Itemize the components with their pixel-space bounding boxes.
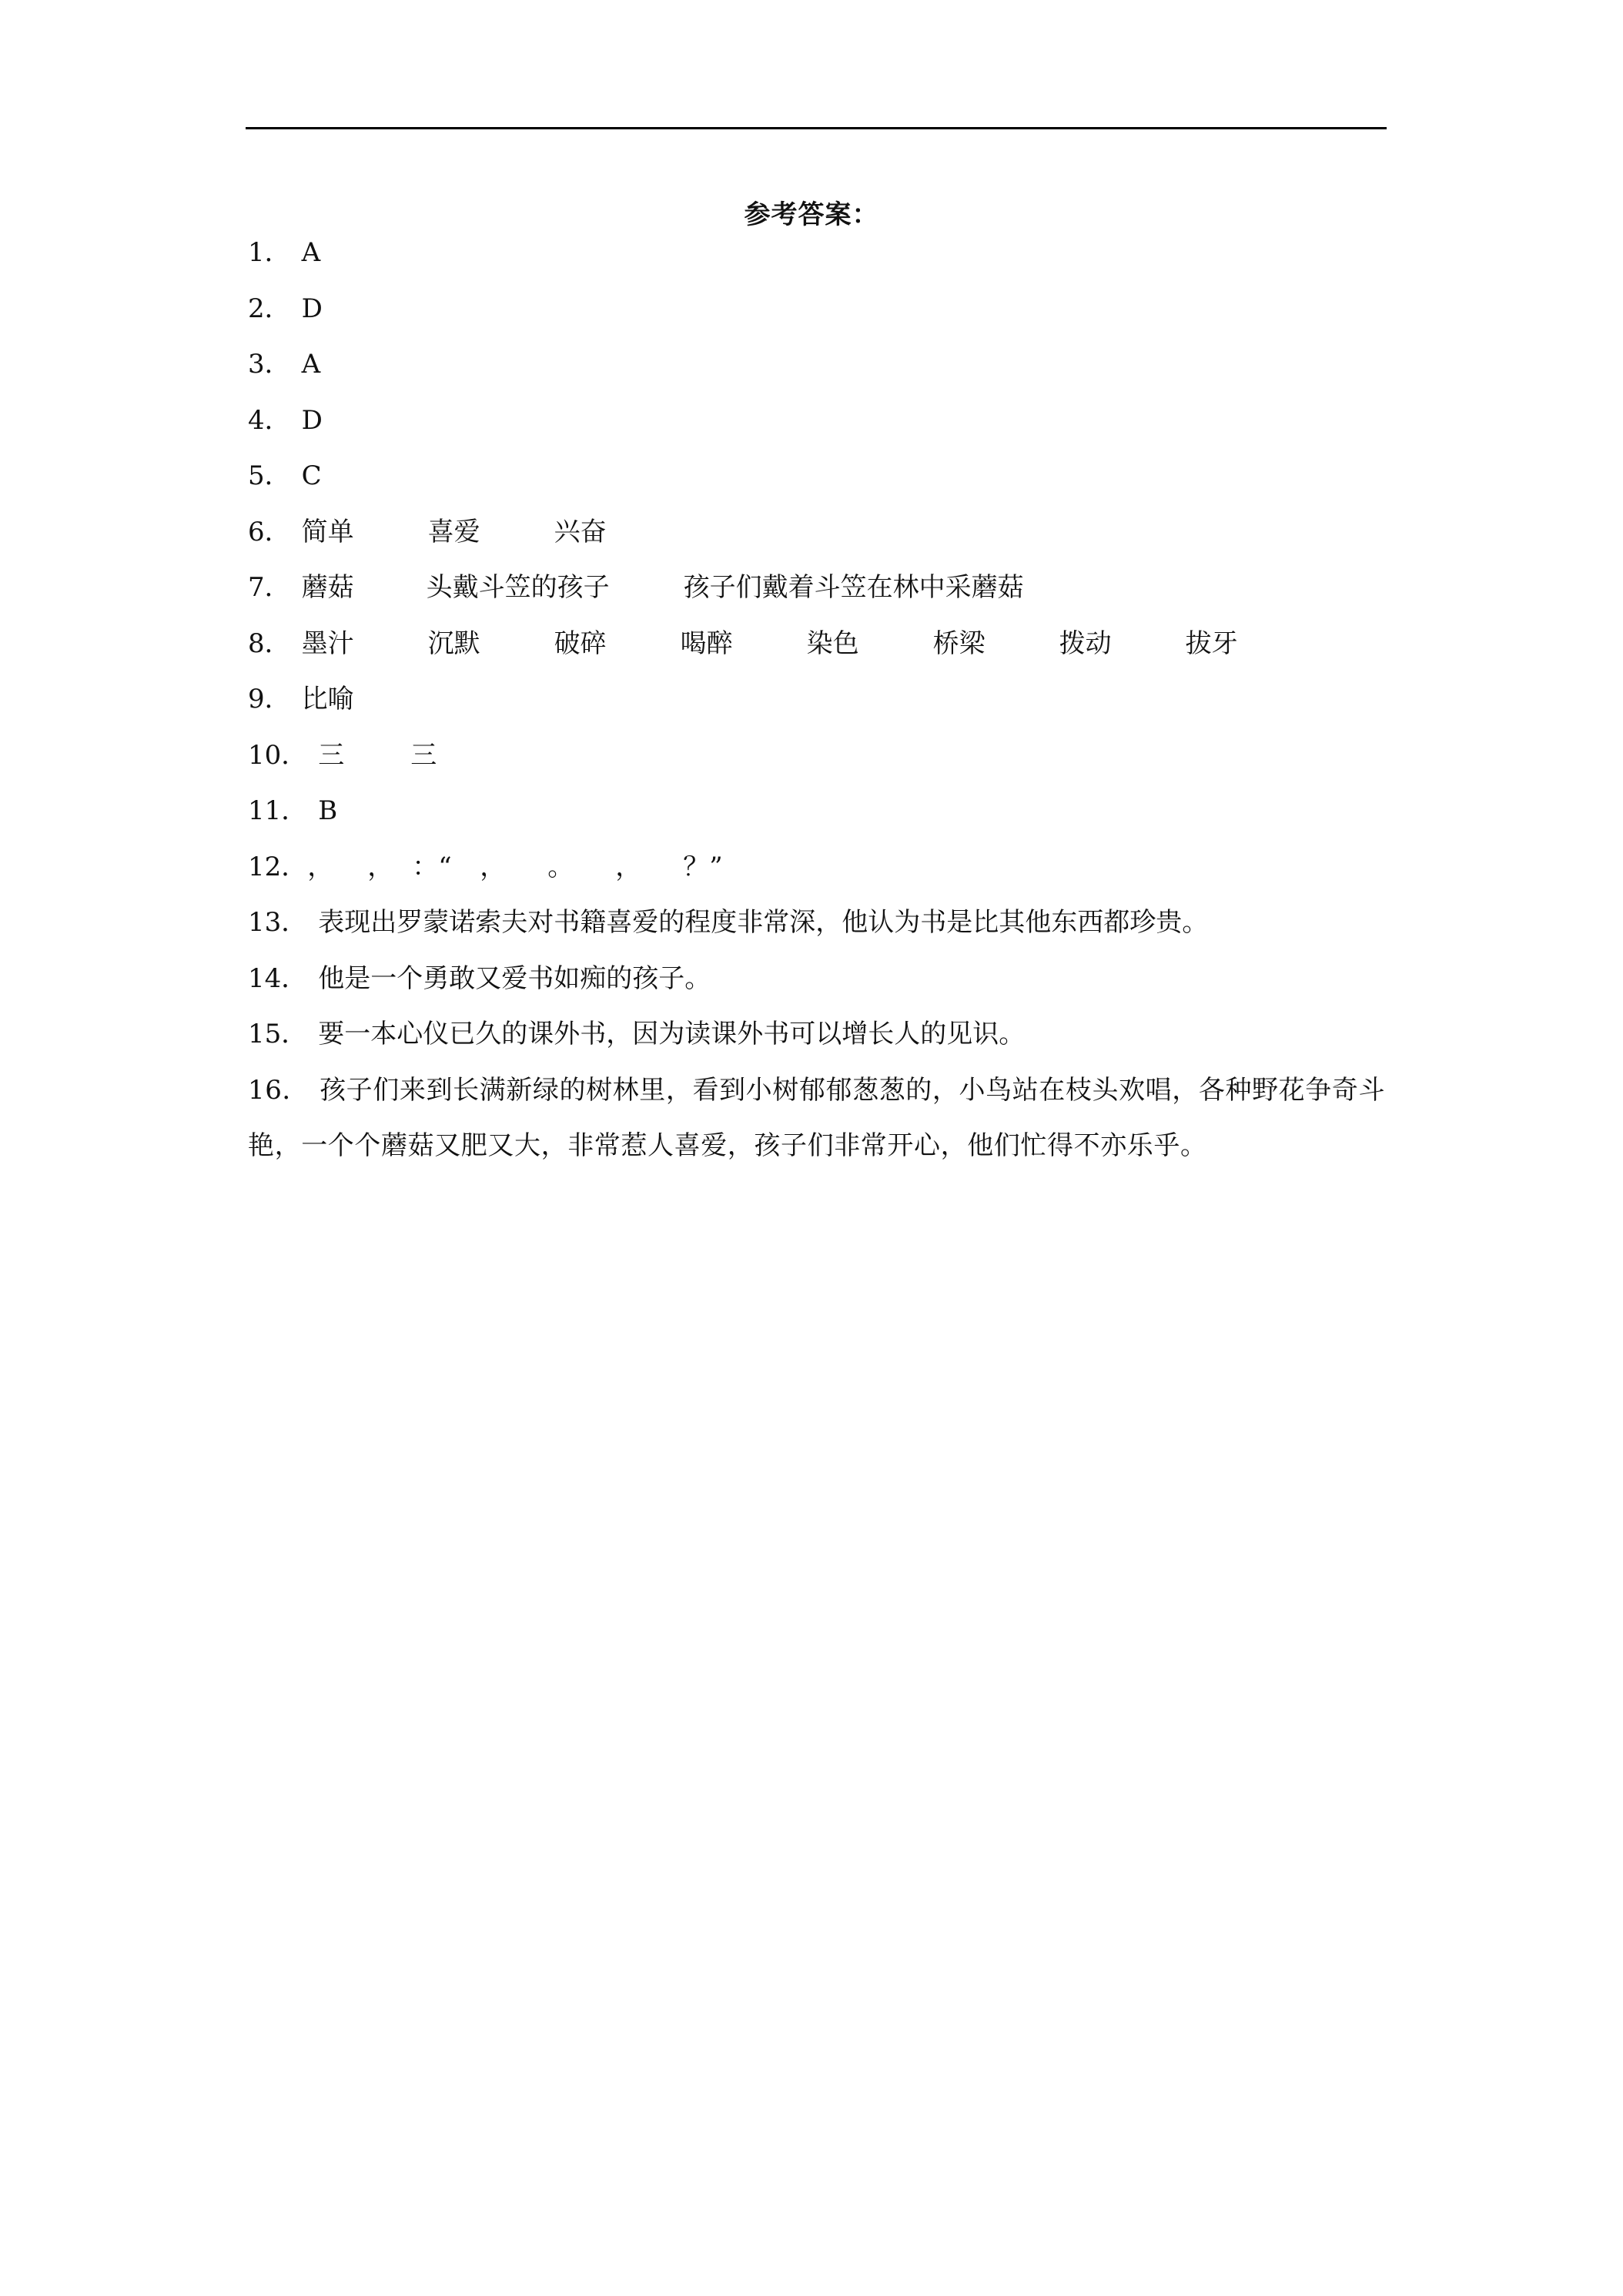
answer-separator: ．	[264, 516, 291, 547]
answer-separator: ．	[281, 851, 308, 882]
answer-text: 沉默	[427, 628, 480, 659]
answer-text: 拔牙	[1185, 628, 1238, 659]
answer-16	[248, 1063, 1387, 1173]
answer-punctuation: ：“	[412, 851, 452, 882]
answer-punctuation: ，	[615, 851, 642, 882]
answer-text: 兴奋	[554, 516, 607, 547]
answer-text: 破碎	[554, 628, 607, 659]
answer-number: 12	[248, 851, 282, 882]
answer-separator: ．	[281, 795, 308, 826]
answer-9	[248, 680, 1387, 718]
answer-text: 头戴斗笠的孩子	[426, 572, 610, 603]
answer-text: 三	[318, 739, 345, 771]
header-rule	[246, 127, 1387, 129]
answer-text: 喝醉	[680, 628, 733, 659]
answer-number: 14	[248, 962, 282, 994]
answer-separator: ．	[281, 962, 308, 994]
answer-number: 5	[248, 460, 265, 491]
answer-number: 2	[248, 293, 265, 324]
answer-separator: ．	[281, 739, 308, 771]
answer-15	[248, 1015, 1387, 1053]
answer-separator: ．	[264, 628, 291, 659]
answer-separator: ．	[264, 349, 291, 380]
answer-separator: ．	[281, 907, 308, 938]
answer-number: 7	[248, 572, 265, 603]
answer-text: 表现出罗蒙诺索夫对书籍喜爱的程度非常深，他认为书是比其他东西都珍贵。	[318, 907, 1209, 938]
answer-punctuation: 。	[547, 851, 574, 882]
answer-text: A	[301, 349, 321, 380]
answer-separator: ．	[264, 237, 291, 268]
answer-3	[248, 345, 1387, 383]
answer-separator: ．	[264, 572, 291, 603]
answer-text: 染色	[806, 628, 859, 659]
answer-separator: ．	[282, 1074, 310, 1106]
answer-list	[248, 233, 1387, 1173]
answer-punctuation: ，	[480, 851, 507, 882]
answer-text: 要一本心仪已久的课外书，因为读课外书可以增长人的见识。	[318, 1019, 1026, 1049]
answer-text: 孩子们来到长满新绿的树林里，看到小树郁郁葱葱的，小鸟站在枝头欢唱，各种野花争奇斗艳，一个个蘑菇又肥又大，非常惹人喜爱，孩子们非常开心，他们忙得不亦乐乎。	[248, 1074, 1386, 1161]
answer-text: D	[301, 404, 323, 436]
answer-number: 1	[248, 237, 265, 268]
answer-punctuation: ，	[307, 851, 334, 882]
answer-text: 简单	[301, 516, 354, 547]
answer-punctuation: ，	[367, 851, 394, 882]
answer-1	[248, 233, 1387, 272]
page-title: 参考答案：	[744, 199, 879, 230]
answer-number: 6	[248, 516, 265, 547]
answer-punctuation: ？”	[683, 851, 723, 882]
answer-7	[248, 568, 1387, 607]
answer-4	[248, 401, 1387, 440]
answer-12	[248, 848, 1387, 886]
answer-separator: ．	[264, 404, 291, 436]
answer-text: B	[318, 795, 338, 826]
answer-text: 孩子们戴着斗笠在林中采蘑菇	[683, 572, 1024, 603]
answer-11	[248, 792, 1387, 830]
answer-separator: ．	[264, 293, 291, 324]
answer-6	[248, 513, 1387, 551]
answer-text: 墨汁	[301, 628, 354, 659]
answer-text: 三	[410, 739, 437, 771]
answer-separator: ．	[281, 1019, 308, 1049]
answer-text: D	[301, 293, 323, 324]
answer-text: A	[301, 237, 321, 268]
answer-13	[248, 903, 1387, 942]
answer-5	[248, 457, 1387, 495]
answer-number: 8	[248, 628, 265, 659]
answer-text: 拨动	[1059, 628, 1112, 659]
answer-text: 比喻	[301, 684, 354, 715]
answer-separator: ．	[264, 460, 291, 491]
answer-number: 10	[248, 739, 282, 771]
answer-14	[248, 959, 1387, 998]
answer-10	[248, 736, 1387, 775]
answer-text: 他是一个勇敢又爱书如痴的孩子。	[318, 962, 711, 994]
answer-number: 15	[248, 1019, 282, 1049]
answer-text: C	[301, 460, 322, 491]
answer-number: 4	[248, 404, 265, 436]
answer-text: 蘑菇	[301, 572, 354, 603]
answer-number: 13	[248, 907, 282, 938]
answer-number: 11	[248, 795, 282, 826]
answer-text: 桥梁	[932, 628, 986, 659]
answer-2	[248, 290, 1387, 328]
answer-number: 16	[248, 1074, 283, 1106]
answer-8	[248, 624, 1387, 663]
answer-text: 喜爱	[427, 516, 480, 547]
answer-separator: ．	[264, 684, 291, 715]
answer-number: 3	[248, 349, 265, 380]
answer-number: 9	[248, 684, 265, 715]
